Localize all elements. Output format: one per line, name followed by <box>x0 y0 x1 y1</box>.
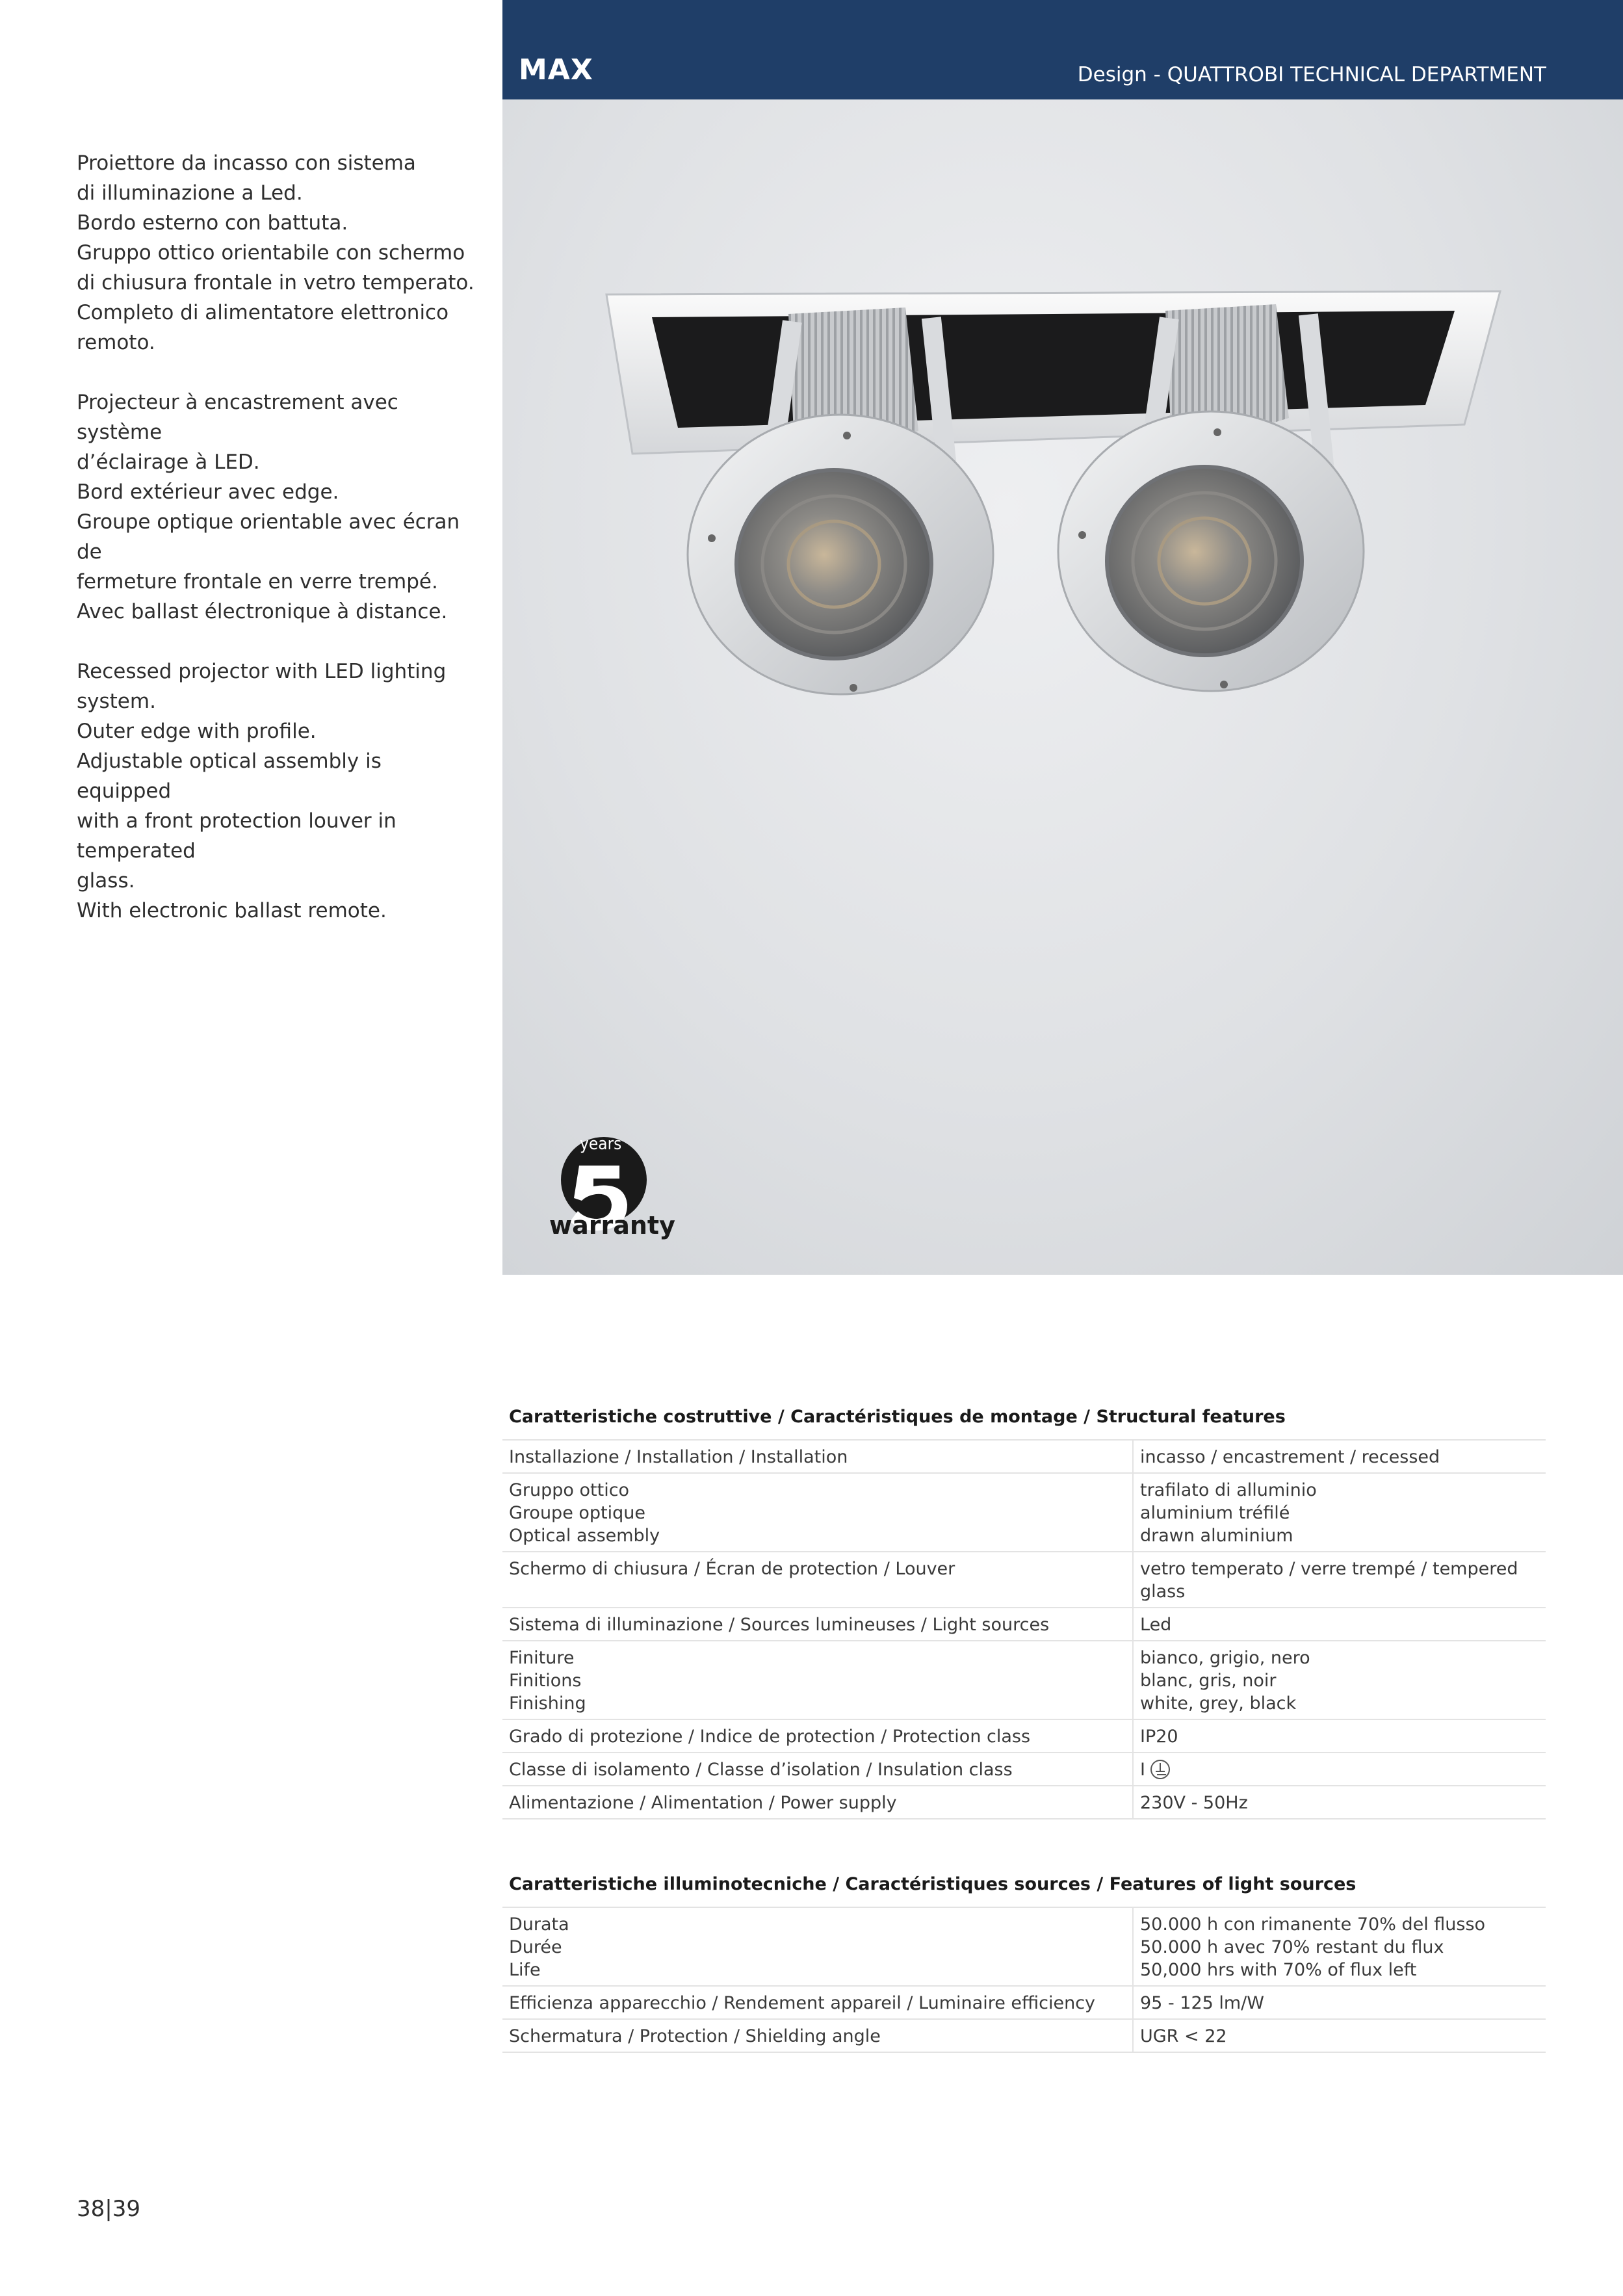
table-row <box>502 1441 1546 1474</box>
description-line: Outer edge with profile. <box>77 720 317 743</box>
description-line: Recessed projector with LED lighting <box>77 660 447 683</box>
description-line: With electronic ballast remote. <box>77 899 387 922</box>
description-line: Adjustable optical assembly is equipped <box>77 750 382 803</box>
description-line: Bordo esterno con battuta. <box>77 211 348 235</box>
row-label: Finiture <box>509 1648 575 1668</box>
structural-features-table <box>502 1404 1546 1820</box>
row-label: Life <box>509 1960 541 1980</box>
row-value: 230V - 50Hz <box>1140 1793 1248 1813</box>
row-label: Finitions <box>509 1671 582 1691</box>
row-value: drawn aluminium <box>1140 1526 1293 1546</box>
row-label: Schermatura / Protection / Shielding angle <box>509 2026 881 2046</box>
row-value: I <box>1140 1760 1145 1780</box>
row-value: vetro temperato / verre trempé / tempered glass <box>1140 1559 1518 1602</box>
row-value: 95 - 125 lm/W <box>1140 1993 1264 2013</box>
product-description <box>77 148 480 956</box>
description-line: Bord extérieur avec edge. <box>77 480 339 504</box>
table-row <box>502 1786 1546 1820</box>
row-label: Sistema di illuminazione / Sources lumineuses / Light sources <box>509 1615 1050 1635</box>
row-label: Classe di isolamento / Classe d’isolation / Insulation class <box>509 1760 1013 1780</box>
earth-ground-icon <box>1150 1760 1170 1779</box>
table-row <box>502 1753 1546 1786</box>
warranty-badge <box>549 1127 679 1270</box>
row-value: 50.000 h avec 70% restant du flux <box>1140 1937 1444 1957</box>
warranty-word: warranty <box>549 1211 675 1240</box>
row-label: Installazione / Installation / Installation <box>509 1447 848 1467</box>
row-value: bianco, grigio, nero <box>1140 1648 1310 1668</box>
table-row <box>502 1908 1546 1987</box>
row-label: Gruppo ottico <box>509 1480 630 1500</box>
row-label: Groupe optique <box>509 1503 646 1523</box>
row-label: Efficienza apparecchio / Rendement appareil / Luminaire efficiency <box>509 1993 1096 2013</box>
description-french <box>77 387 480 627</box>
row-value: white, grey, black <box>1140 1693 1297 1714</box>
row-value: incasso / encastrement / recessed <box>1140 1447 1440 1467</box>
description-line: Groupe optique orientable avec écran de <box>77 510 460 564</box>
design-credit: Design - QUATTROBI TECHNICAL DEPARTMENT <box>1077 63 1546 86</box>
description-line: Projecteur à encastrement avec système <box>77 391 398 444</box>
row-label: Alimentazione / Alimentation / Power supply <box>509 1793 897 1813</box>
row-value: Led <box>1140 1615 1172 1635</box>
row-label: Durée <box>509 1937 562 1957</box>
description-line: remoto. <box>77 331 155 354</box>
row-value: trafilato di alluminio <box>1140 1480 1317 1500</box>
row-value: 50,000 hrs with 70% of flux left <box>1140 1960 1417 1980</box>
description-line: di chiusura frontale in vetro temperato. <box>77 271 474 294</box>
description-line: di illuminazione a Led. <box>77 181 303 205</box>
description-line: Avec ballast électronique à distance. <box>77 600 448 623</box>
spec-tables <box>502 1404 1546 2053</box>
description-line: Gruppo ottico orientabile con schermo <box>77 241 465 265</box>
page-number: 38|39 <box>77 2196 140 2222</box>
light-features-table <box>502 1872 1546 2053</box>
product-photo <box>502 99 1623 1275</box>
product-title: MAX <box>519 53 593 86</box>
description-english <box>77 657 480 926</box>
row-label: Optical assembly <box>509 1526 660 1546</box>
table-row <box>502 1474 1546 1552</box>
table-row <box>502 1720 1546 1753</box>
warranty-years-label: years <box>580 1134 622 1154</box>
row-value: 50.000 h con rimanente 70% del flusso <box>1140 1914 1486 1935</box>
description-italian <box>77 148 480 358</box>
header-bar <box>502 0 1623 99</box>
row-value: aluminium tréfilé <box>1140 1503 1290 1523</box>
description-line: fermeture frontale en verre trempé. <box>77 570 438 594</box>
table-row <box>502 1641 1546 1720</box>
description-line: system. <box>77 690 156 713</box>
table-row <box>502 1552 1546 1608</box>
description-line: Proiettore da incasso con sistema <box>77 151 416 175</box>
recessed-luminaire-illustration <box>502 99 1623 1275</box>
row-value: UGR < 22 <box>1140 2026 1227 2046</box>
description-line: Completo di alimentatore elettronico <box>77 301 449 324</box>
structural-features-title: Caratteristiche costruttive / Caractéristiques de montage / Structural features <box>502 1404 1546 1441</box>
table-row <box>502 1608 1546 1641</box>
row-label: Finishing <box>509 1693 586 1714</box>
row-value: blanc, gris, noir <box>1140 1671 1277 1691</box>
row-label: Durata <box>509 1914 569 1935</box>
description-line: with a front protection louver in temperated <box>77 809 396 863</box>
table-row <box>502 1987 1546 2020</box>
light-features-title: Caratteristiche illuminotecniche / Caractéristiques sources / Features of light sources <box>502 1872 1546 1908</box>
row-label: Schermo di chiusura / Écran de protection / Louver <box>509 1559 955 1579</box>
table-row <box>502 2020 1546 2053</box>
row-value: IP20 <box>1140 1727 1178 1747</box>
description-line: glass. <box>77 869 135 893</box>
row-label: Grado di protezione / Indice de protection / Protection class <box>509 1727 1031 1747</box>
description-line: d’éclairage à LED. <box>77 450 260 474</box>
